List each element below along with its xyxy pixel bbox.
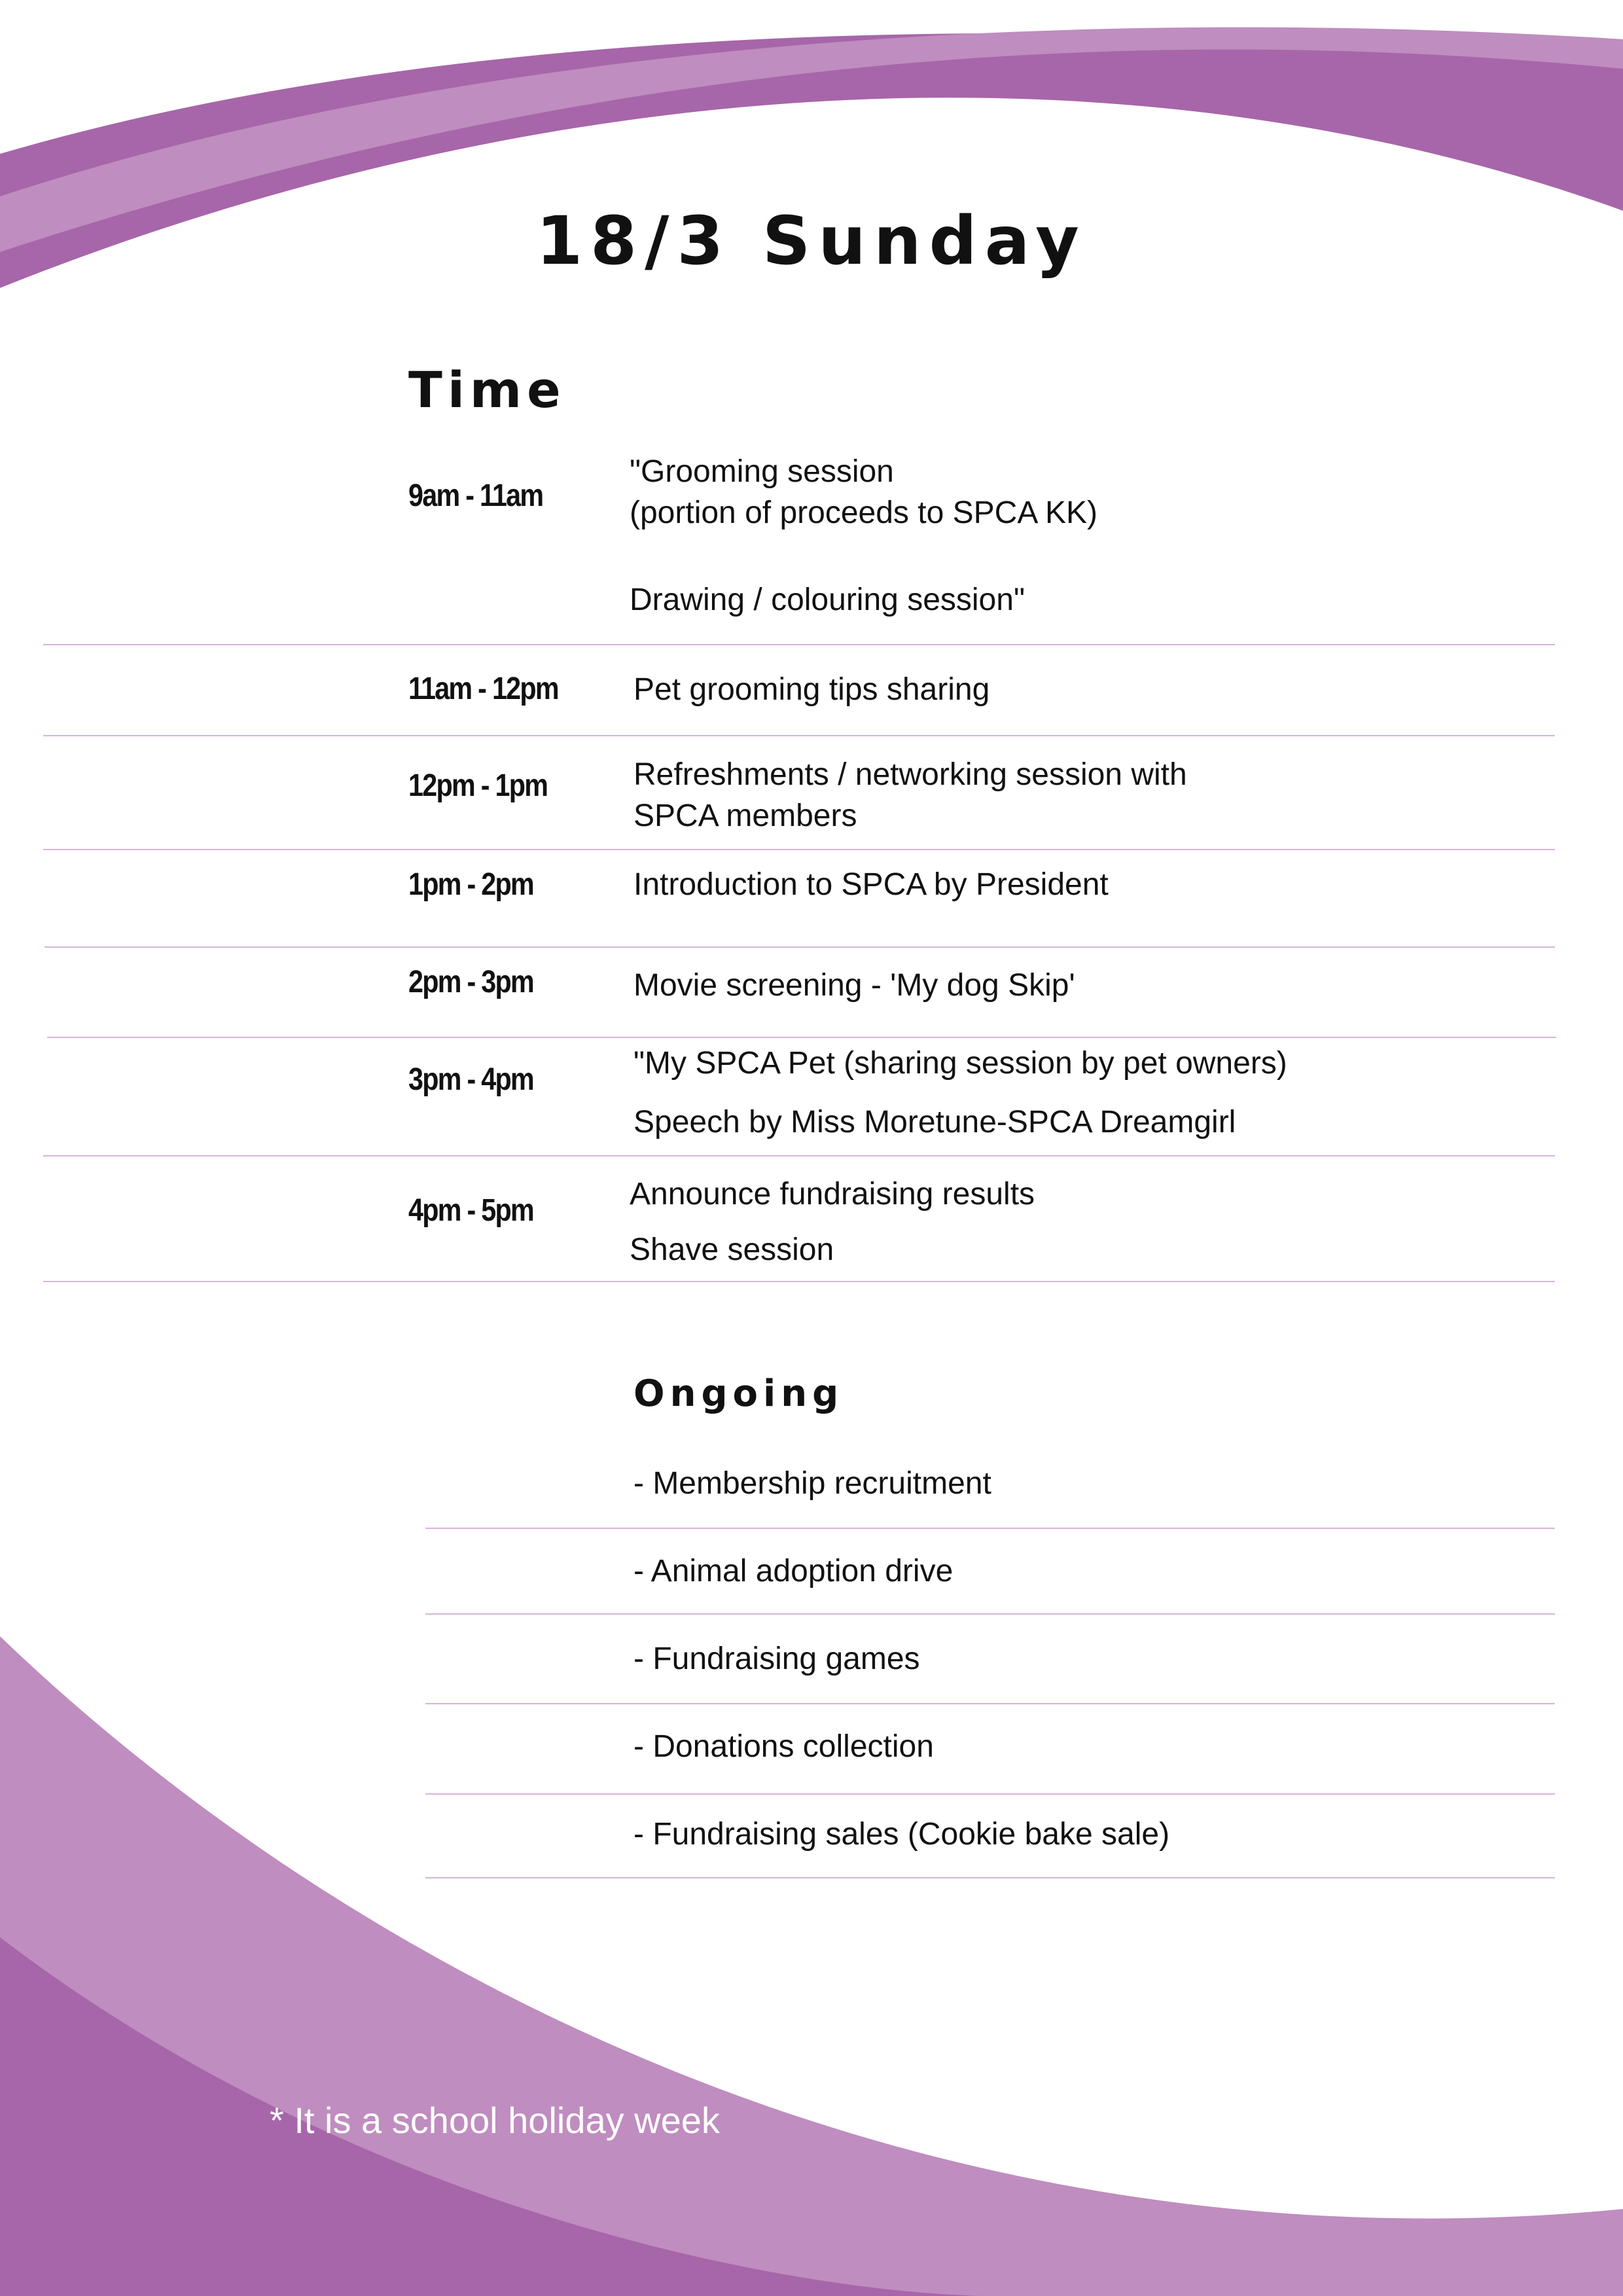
time-heading: Time <box>408 361 566 419</box>
ongoing-item-3: - Fundraising games <box>633 1641 920 1676</box>
ongoing-item-5: - Fundraising sales (Cookie bake sale) <box>633 1817 1170 1852</box>
row-divider-3 <box>43 849 1555 850</box>
time-label-2: 11am - 12pm <box>408 672 558 706</box>
ongoing-item-1: - Membership recruitment <box>633 1466 991 1501</box>
activity-6-line-2: Speech by Miss Moretune-SPCA Dreamgirl <box>633 1105 1236 1139</box>
row-divider-6 <box>43 1155 1555 1157</box>
activity-7-line-1: Announce fundraising results <box>630 1177 1035 1211</box>
activity-1-line-3: Drawing / colouring session" <box>630 583 1025 617</box>
row-divider-2 <box>43 735 1555 736</box>
activity-4-line-1: Introduction to SPCA by President <box>633 867 1109 902</box>
row-divider-4 <box>45 946 1555 948</box>
row-divider-7 <box>43 1281 1555 1282</box>
ongoing-item-2: - Animal adoption drive <box>633 1554 954 1588</box>
ongoing-heading: Ongoing <box>633 1372 844 1415</box>
time-label-3: 12pm - 1pm <box>408 768 548 803</box>
activity-6-line-1: "My SPCA Pet (sharing session by pet owners) <box>633 1046 1287 1081</box>
row-divider-5 <box>47 1037 1556 1038</box>
activity-2-line-1: Pet grooming tips sharing <box>633 672 990 707</box>
ongoing-divider-5 <box>425 1877 1555 1878</box>
ongoing-divider-3 <box>425 1703 1555 1704</box>
row-divider-1 <box>43 644 1555 645</box>
activity-5-line-1: Movie screening - 'My dog Skip' <box>633 968 1075 1003</box>
ongoing-item-4: - Donations collection <box>633 1729 934 1764</box>
activity-7-line-2: Shave session <box>630 1232 834 1267</box>
ongoing-divider-4 <box>425 1793 1555 1795</box>
time-label-7: 4pm - 5pm <box>408 1193 533 1228</box>
ongoing-divider-2 <box>425 1613 1555 1615</box>
time-label-4: 1pm - 2pm <box>408 867 533 902</box>
footnote: * It is a school holiday week <box>270 2100 720 2141</box>
activity-3-line-2: SPCA members <box>633 798 857 833</box>
time-label-1: 9am - 11am <box>408 478 543 513</box>
page-title: 18/3 Sunday <box>536 202 1087 280</box>
time-label-6: 3pm - 4pm <box>408 1062 533 1097</box>
activity-3-line-1: Refreshments / networking session with <box>633 757 1187 792</box>
time-label-5: 2pm - 3pm <box>408 965 533 999</box>
activity-1-line-2: (portion of proceeds to SPCA KK) <box>630 495 1098 530</box>
ongoing-divider-1 <box>425 1528 1555 1529</box>
activity-1-line-1: "Grooming session <box>630 454 894 489</box>
